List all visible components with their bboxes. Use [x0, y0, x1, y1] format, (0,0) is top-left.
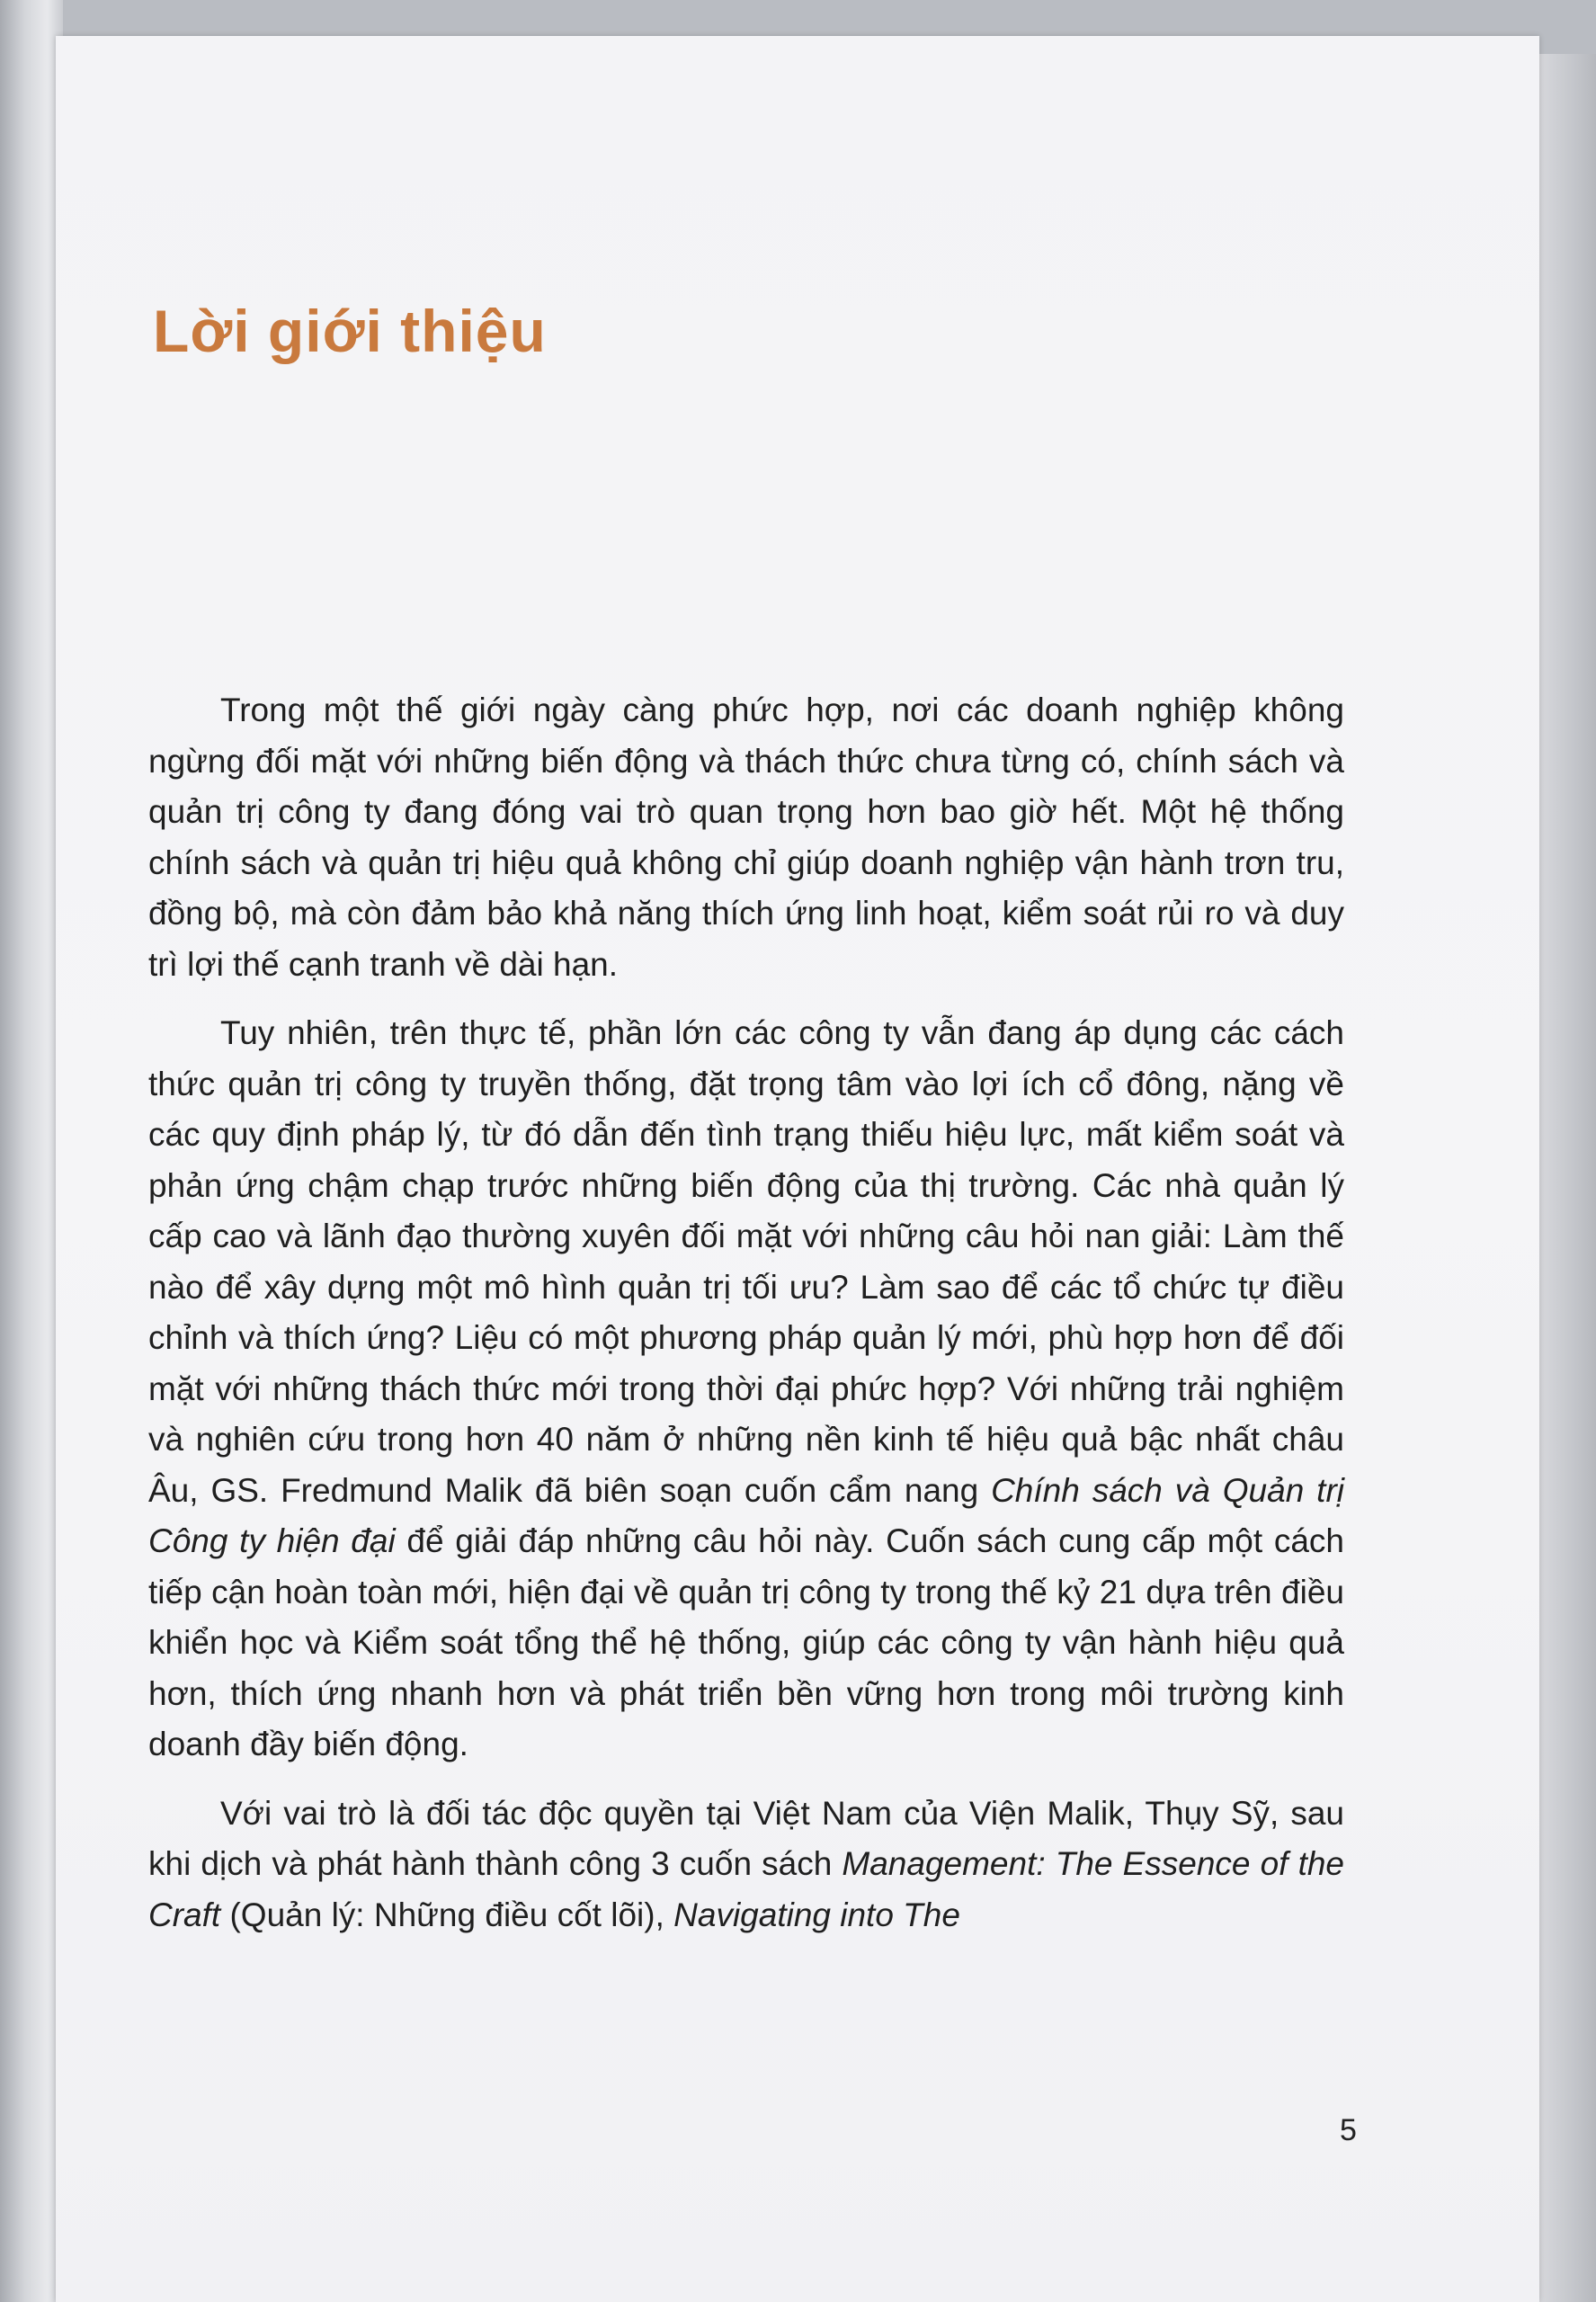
chapter-title: Lời giới thiệu	[153, 298, 547, 364]
body-text	[148, 685, 1344, 1958]
paragraph-3-text-before: Với vai trò là đối tác độc quyền tại Việt Nam của Viện Malik, Thụy Sỹ, sau khi dịch và phát hành thành công 3 cuốn sách	[148, 1794, 1344, 1882]
paragraph-3	[148, 1789, 1344, 1941]
facing-page-edge	[0, 0, 63, 2302]
paragraph-2-text-after: để giải đáp những câu hỏi này. Cuốn sách cung cấp một cách tiếp cận hoàn toàn mới, hiện đại về quản trị công ty trong thế kỷ 21 dựa trên điều khiển học và Kiểm soát tổng thể hệ thống, giúp các công ty vận hành hiệu quả hơn, thích ứng nhanh hơn và phát triển bền vững hơn trong môi trường kinh doanh đầy biến động.	[148, 1522, 1344, 1762]
book-title-navigating: Navigating into The	[673, 1896, 960, 1933]
paragraph-3-text-mid: (Quản lý: Những điều cốt lõi),	[220, 1896, 674, 1933]
paragraph-1-text: Trong một thế giới ngày càng phức hợp, nơi các doanh nghiệp không ngừng đối mặt với những biến động và thách thức chưa từng có, chính sách và quản trị công ty đang đóng vai trò quan trọng hơn bao giờ hết. Một hệ thống chính sách và quản trị hiệu quả không chỉ giúp doanh nghiệp vận hành trơn tru, đồng bộ, mà còn đảm bảo khả năng thích ứng linh hoạt, kiểm soát rủi ro và duy trì lợi thế cạnh tranh về dài hạn.	[148, 691, 1344, 983]
page-stack-edge	[1539, 54, 1596, 2302]
paragraph-1	[148, 685, 1344, 990]
paragraph-2-text-before: Tuy nhiên, trên thực tế, phần lớn các công ty vẫn đang áp dụng các cách thức quản trị công ty truyền thống, đặt trọng tâm vào lợi ích cổ đông, nặng về các quy định pháp lý, từ đó dẫn đến tình trạng thiếu hiệu lực, mất kiểm soát và phản ứng chậm chạp trước những biến động của thị trường. Các nhà quản lý cấp cao và lãnh đạo thường xuyên đối mặt với những câu hỏi nan giải: Làm thế nào để xây dựng một mô hình quản trị tối ưu? Làm sao để các tổ chức tự điều chỉnh và thích ứng? Liệu có một phương pháp quản lý mới, phù hợp hơn để đối mặt với những thách thức mới trong thời đại phức hợp? Với những trải nghiệm và nghiên cứu trong hơn 40 năm ở những nền kinh tế hiệu quả bậc nhất châu Âu, GS. Fredmund Malik đã biên soạn cuốn cẩm nang	[148, 1014, 1344, 1509]
paragraph-2	[148, 1008, 1344, 1771]
book-title-management: Management: The Essence of the Craft	[148, 1845, 1345, 1933]
page-number: 5	[1340, 2113, 1357, 2147]
book-title-chinh-sach: Chính sách và Quản trị Công ty hiện đại	[148, 1471, 1344, 1559]
